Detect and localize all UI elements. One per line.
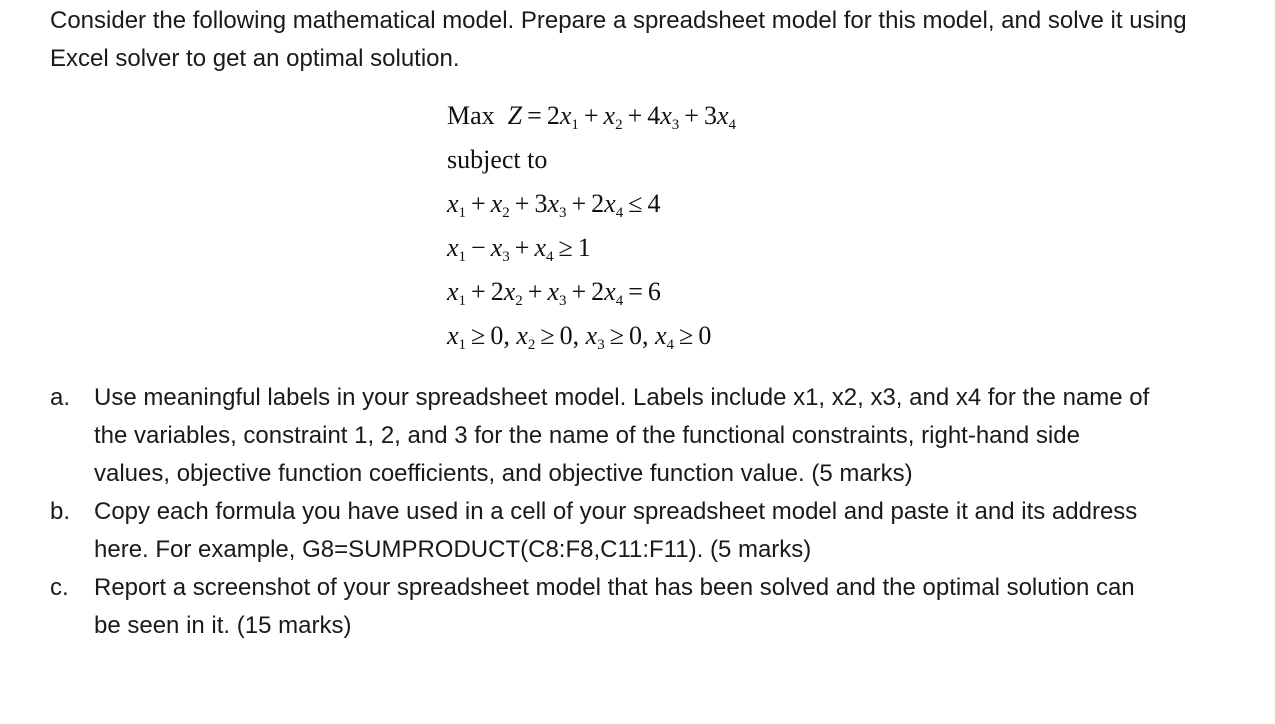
objective-function: Max $Z = 2x_1 + x_2 + 4x_3 + 3x_4$ (447, 101, 737, 133)
task-b-text: Copy each formula you have used in a cell of your spreadsheet model and paste it and its address here. For example, G8=SUMPRODUCT(C8:F8,C11:F11). (5 marks) (94, 498, 1138, 563)
subject-to-label: subject to (447, 145, 548, 174)
task-a-letter: a. (50, 384, 71, 411)
objective-prefix: Max (447, 101, 495, 130)
math-model (447, 96, 736, 360)
nonneg-zero-3: 0 (628, 321, 642, 350)
constraint-3-rhs: 6 (647, 277, 661, 306)
task-c-letter: c. (50, 574, 69, 601)
nonneg-zero-2: 0 (559, 321, 573, 350)
constraint-1: $x_1 + x_2 + 3x_3 + 2x_4 \le 4$ (447, 189, 661, 221)
nonneg-zero-1: 0 (490, 321, 504, 350)
task-b-letter: b. (50, 498, 71, 525)
constraint-3: $x_1 + 2x_2 + x_3 + 2x_4 = 6$ (447, 277, 661, 309)
task-a (50, 379, 1150, 493)
task-a-text: Use meaningful labels in your spreadsheet model. Labels include x1, x2, x3, and x4 for the name of the variables, constraint 1, 2, and 3 for the name of the functional constraints, right-hand side values, objective function coefficients, and objective function value. (5 marks) (94, 384, 1150, 487)
constraint-2-rhs: 1 (577, 233, 591, 262)
constraint-2: $x_1 - x_3 + x_4 \ge 1$ (447, 233, 591, 265)
constraint-1-rhs: 4 (647, 189, 661, 218)
nonneg-zero-4: 0 (698, 321, 712, 350)
task-c-text: Report a screenshot of your spreadsheet model that has been solved and the optimal solution can be seen in it. (15 marks) (94, 574, 1135, 639)
non-negativity-constraints: $x_1 \ge 0$, $x_2 \ge 0$, $x_3 \ge 0$, $x_4 \ge 0$ (447, 321, 712, 353)
problem-intro: Consider the following mathematical model. Prepare a spreadsheet model for this model, and solve it using Excel solver to get an optimal solution. (50, 7, 1187, 72)
task-c (50, 569, 1150, 645)
task-list (50, 379, 1150, 645)
task-b (50, 493, 1150, 569)
